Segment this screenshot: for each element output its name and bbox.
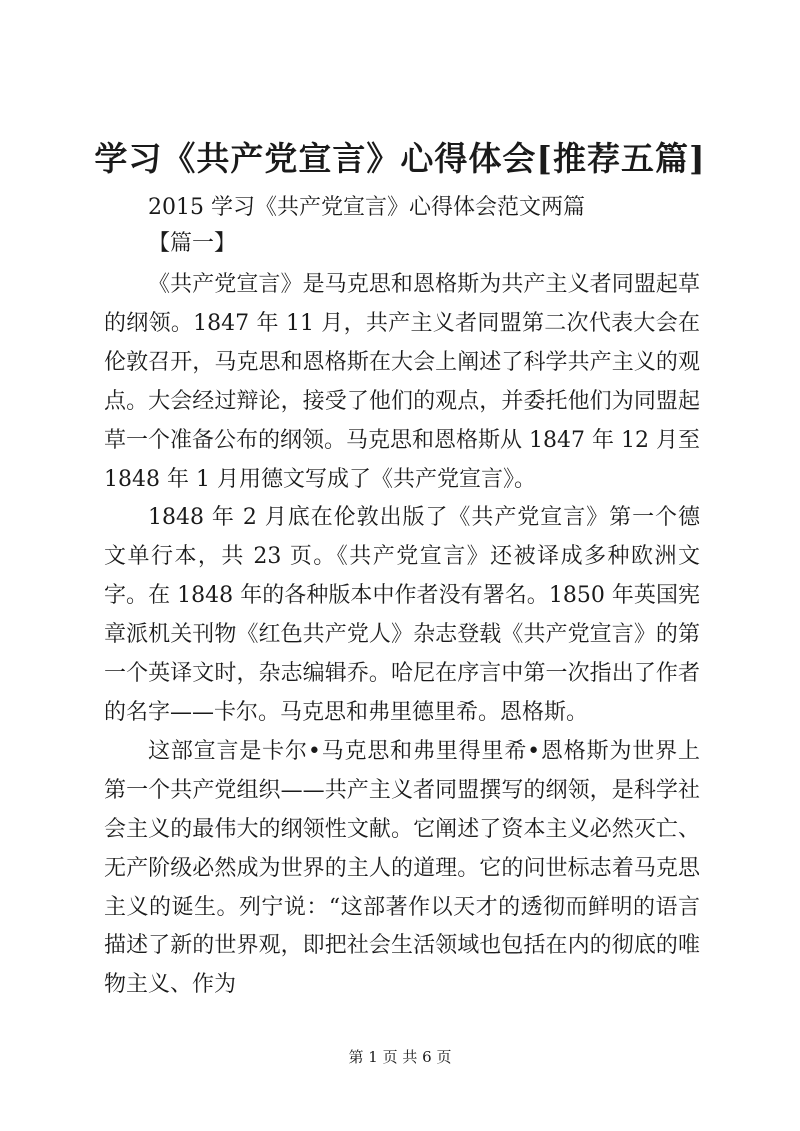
- page-footer: 第 1 页 共 6 页: [348, 1048, 452, 1066]
- page-title: 学习《共产党宣言》心得体会[推荐五篇]: [94, 139, 706, 178]
- paragraph: 这部宣言是卡尔•马克思和弗里得里希•恩格斯为世界上第一个共产党组织——共产主义者同盟撰写的纲领，是科学社会主义的最伟大的纲领性文献。它阐述了资本主义必然灭亡、无产阶级必然成为世界的主人的道理。它的问世标志着马克思主义的诞生。列宁说：“这部著作以天才的透彻而鲜明的语言描述了新的世界观，即把社会生活领域也包括在内的彻底的唯物主义、作为: [104, 738, 700, 998]
- section-label: 【篇一】: [148, 231, 237, 256]
- body-text: [104, 266, 700, 1005]
- paragraph: 1848 年 2 月底在伦敦出版了《共产党宣言》第一个德文单行本，共 23 页。《共产党宣言》还被译成多种欧洲文字。在 1848 年的各种版本中作者没有署名。1850 年英国宪章派机关刊物《红色共产党人》杂志登载《共产党宣言》的第一个英译文时，杂志编辑乔。哈尼在序言中第一次指出了作者的名字——卡尔。马克思和弗里德里希。恩格斯。: [104, 505, 700, 725]
- subtitle: 2015 学习《共产党宣言》心得体会范文两篇: [148, 195, 585, 220]
- paragraph: 《共产党宣言》是马克思和恩格斯为共产主义者同盟起草的纲领。1847 年 11 月，共产主义者同盟第二次代表大会在伦敦召开，马克思和恩格斯在大会上阐述了科学共产主义的观点。大会经过辩论，接受了他们的观点，并委托他们为同盟起草一个准备公布的纲领。马克思和恩格斯从 1847 年 12 月至 1848 年 1 月用德文写成了《共产党宣言》。: [104, 272, 700, 492]
